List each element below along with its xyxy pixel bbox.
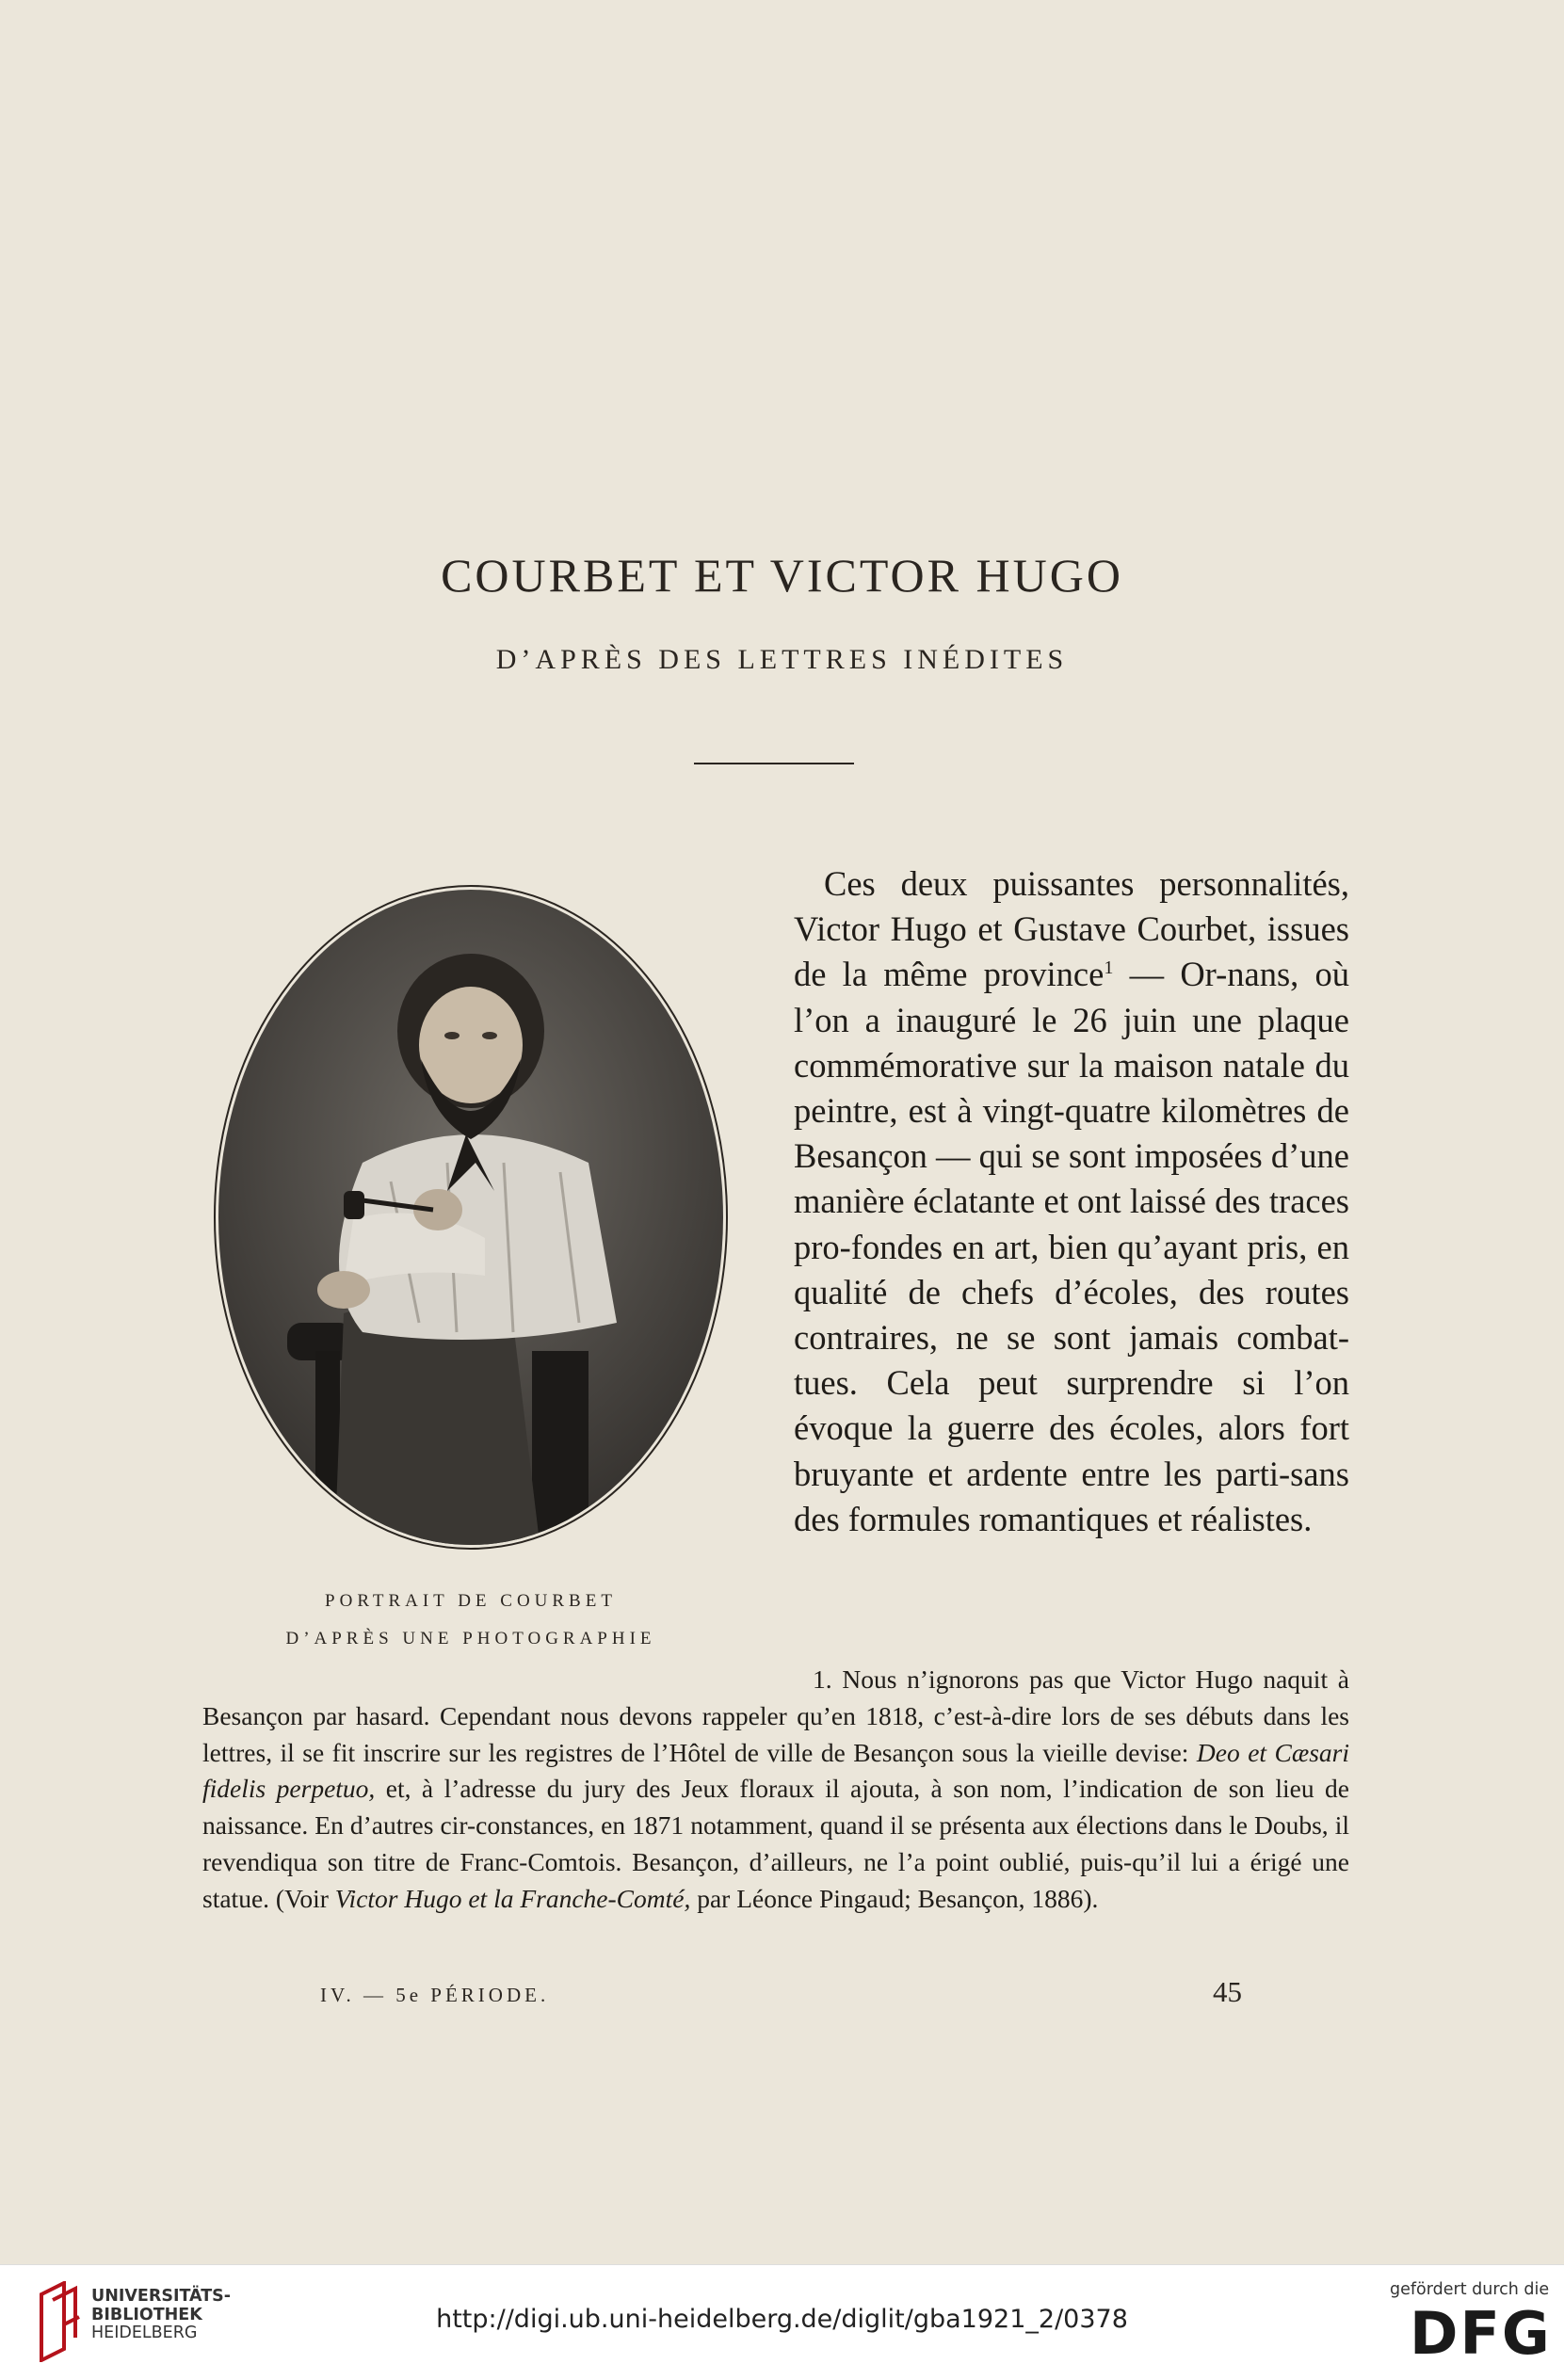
title-rule — [694, 763, 854, 764]
body-paragraph — [794, 861, 1349, 1542]
library-name-line1: UNIVERSITÄTS- — [91, 2287, 232, 2306]
portrait-caption-line2: D’APRÈS UNE PHOTOGRAPHIE — [285, 1629, 656, 1648]
footnote-number: 1. — [813, 1664, 832, 1694]
footnote-book-title: Victor Hugo et la Franche-Comté, — [334, 1883, 691, 1913]
viewer-footer-bar — [0, 2264, 1564, 2380]
running-foot: IV. — 5e PÉRIODE. — [320, 1984, 550, 2006]
page-number: 45 — [1213, 1975, 1242, 2008]
portrait-figure — [202, 880, 739, 1558]
library-name-line2: BIBLIOTHEK — [91, 2305, 202, 2324]
article-title: COURBET ET VICTOR HUGO — [441, 549, 1123, 602]
article-subtitle: D’APRÈS DES LETTRES INÉDITES — [495, 644, 1069, 675]
footnote-text-1: Nous n’ignorons pas que Victor Hugo naquit à Besançon par hasard. Cependant nous devons rappeler qu’en 1818, c’est-à-dire lors de ses débuts dans les lettres, il se fit inscrire sur les registres de l’Hôtel de ville de Besançon sous la vieille devise: — [202, 1664, 1349, 1767]
library-name-line3: HEIDELBERG — [91, 2324, 198, 2342]
footnote-text-3: par Léonce Pingaud; Besançon, 1886). — [690, 1883, 1099, 1913]
permalink-url[interactable]: http://digi.ub.uni-heidelberg.de/diglit/gba1921_2/0378 — [436, 2305, 1128, 2334]
footnote-text-2: et, à l’adresse du jury des Jeux floraux il ajouta, à son nom, l’indication de son lieu de naissance. En d’autres cir-constances, en 1871 notamment, quand il se présenta aux élections dans le Doubs, il revendiqua son titre de Franc-Comtois. Besançon, d’ailleurs, ne l’a point oublié, puis-qu’il lui a érigé une statue. (Voir — [202, 1774, 1349, 1913]
footnote-motto: Deo et Cæsari fidelis perpetuo, — [202, 1737, 1349, 1804]
courbet-portrait-photo — [202, 880, 739, 1558]
footnote — [202, 1662, 1349, 1918]
body-text-rest: — Or-nans, où l’on a inauguré le 26 juin une plaque commémorative sur la maison natale du peintre, est à vingt-quatre kilomètres de Besançon — qui se sont imposées d’une manière éclatante et ont laissé des traces pro-fondes en art, bien qu’ayant pris, en qualité de chefs d’écoles, des routes contraires, ne se sont jamais combat-tues. Cela peut surprendre si l’on évoque la guerre des écoles, alors fort bruyante et ardente entre les parti-sans des formules romantiques et réalistes. — [794, 955, 1350, 1538]
footnote-marker: 1 — [1104, 957, 1114, 979]
portrait-caption-line1: PORTRAIT DE COURBET — [325, 1591, 617, 1611]
body-text-start: Ces deux puissantes personnalités, Victor Hugo et Gustave Courbet, issues de la même province — [794, 864, 1349, 994]
dfg-logo: DFG — [1410, 2299, 1552, 2368]
funded-by-label: gefördert durch die — [1390, 2280, 1550, 2299]
